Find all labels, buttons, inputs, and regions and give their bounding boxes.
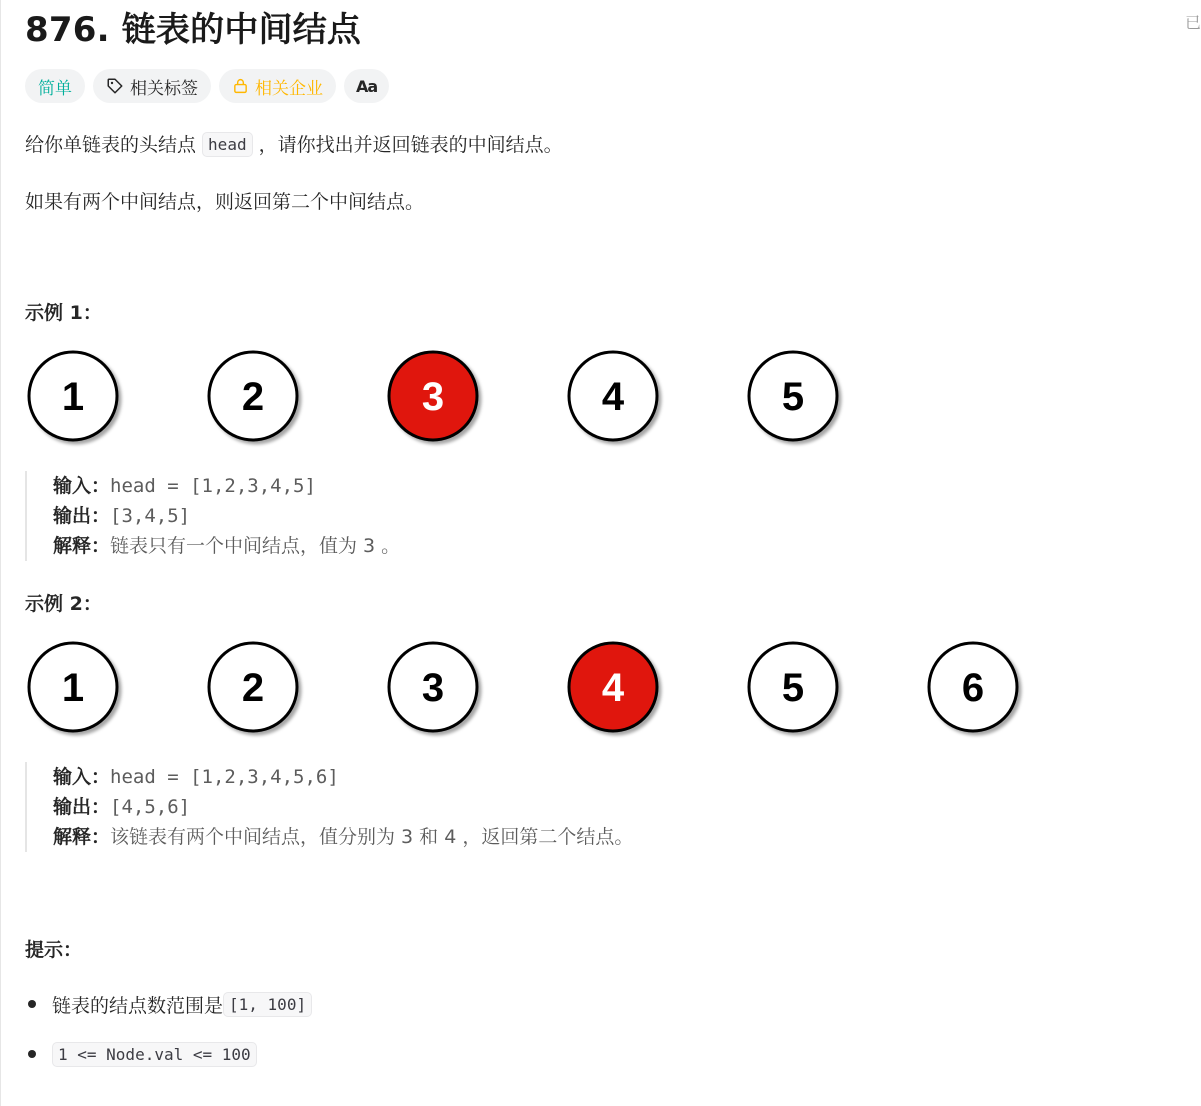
- example-1-linked-list-diagram: [1, 348, 861, 448]
- input-label: 输入：: [53, 766, 111, 788]
- list-item: [25, 1034, 312, 1074]
- example-2-node-value: 5: [781, 666, 805, 710]
- related-companies-button[interactable]: [219, 69, 336, 103]
- description-line-1: [25, 130, 563, 157]
- bullet-dot: [28, 1000, 36, 1008]
- related-topics-button[interactable]: [93, 69, 211, 103]
- explain-text: 链表只有一个中间结点，值为 3 。: [110, 535, 401, 557]
- example-1-node-value: 3: [421, 375, 445, 419]
- explain-label: 解释：: [53, 535, 111, 557]
- example-2-box: [25, 762, 633, 852]
- tag-bar: [25, 69, 389, 103]
- example-2-node-value: 4: [601, 666, 625, 710]
- hints-list: [25, 984, 312, 1084]
- example-1-heading: 示例 1：: [25, 302, 102, 324]
- example-1-box: [25, 471, 400, 561]
- input-value: head = [1,2,3,4,5,6]: [110, 766, 339, 788]
- output-value: [4,5,6]: [110, 796, 191, 818]
- output-label: 输出：: [53, 796, 111, 818]
- list-item: [25, 984, 312, 1024]
- bullet-dot: [28, 1050, 36, 1058]
- example-2-linked-list-diagram: [1, 639, 1041, 739]
- example-2-node-value: 2: [241, 666, 265, 710]
- output-label: 输出：: [53, 505, 111, 527]
- lock-icon: [232, 77, 249, 95]
- example-2-node-value: 1: [61, 666, 85, 710]
- explain-text: 该链表有两个中间结点，值分别为 3 和 4 ，返回第二个结点。: [110, 826, 634, 848]
- translate-button[interactable]: [344, 69, 389, 103]
- example-1-node-value: 4: [601, 375, 625, 419]
- related-companies-label: 相关企业: [255, 78, 323, 99]
- hint-code: [1, 100]: [223, 992, 312, 1017]
- example-1-node-value: 5: [781, 375, 805, 419]
- input-label: 输入：: [53, 475, 111, 497]
- output-value: [3,4,5]: [110, 505, 191, 527]
- input-value: head = [1,2,3,4,5]: [110, 475, 316, 497]
- difficulty-tag[interactable]: [25, 69, 85, 103]
- description-text: 给你单链表的头结点: [25, 134, 203, 156]
- difficulty-label: 简单: [38, 78, 72, 99]
- related-topics-label: 相关标签: [130, 78, 198, 99]
- example-1-node-value: 1: [61, 375, 85, 419]
- hint-code: 1 <= Node.val <= 100: [52, 1042, 257, 1067]
- head-code: head: [202, 132, 253, 157]
- problem-title: 876. 链表的中间结点: [25, 10, 362, 50]
- description-text-after: ，请你找出并返回链表的中间结点。: [252, 134, 563, 156]
- clipped-text: 已: [1184, 13, 1201, 32]
- hint-text: 链表的结点数范围是: [52, 994, 224, 1017]
- description-line-2: 如果有两个中间结点，则返回第二个中间结点。: [25, 191, 425, 213]
- tag-icon: [106, 77, 124, 95]
- example-2-node-value: 6: [961, 666, 985, 710]
- hints-heading: 提示：: [25, 939, 83, 961]
- example-2-node-value: 3: [421, 666, 445, 710]
- example-1-node-value: 2: [241, 375, 265, 419]
- explain-label: 解释：: [53, 826, 111, 848]
- example-2-heading: 示例 2：: [25, 593, 102, 615]
- translate-icon: Aa: [356, 76, 378, 96]
